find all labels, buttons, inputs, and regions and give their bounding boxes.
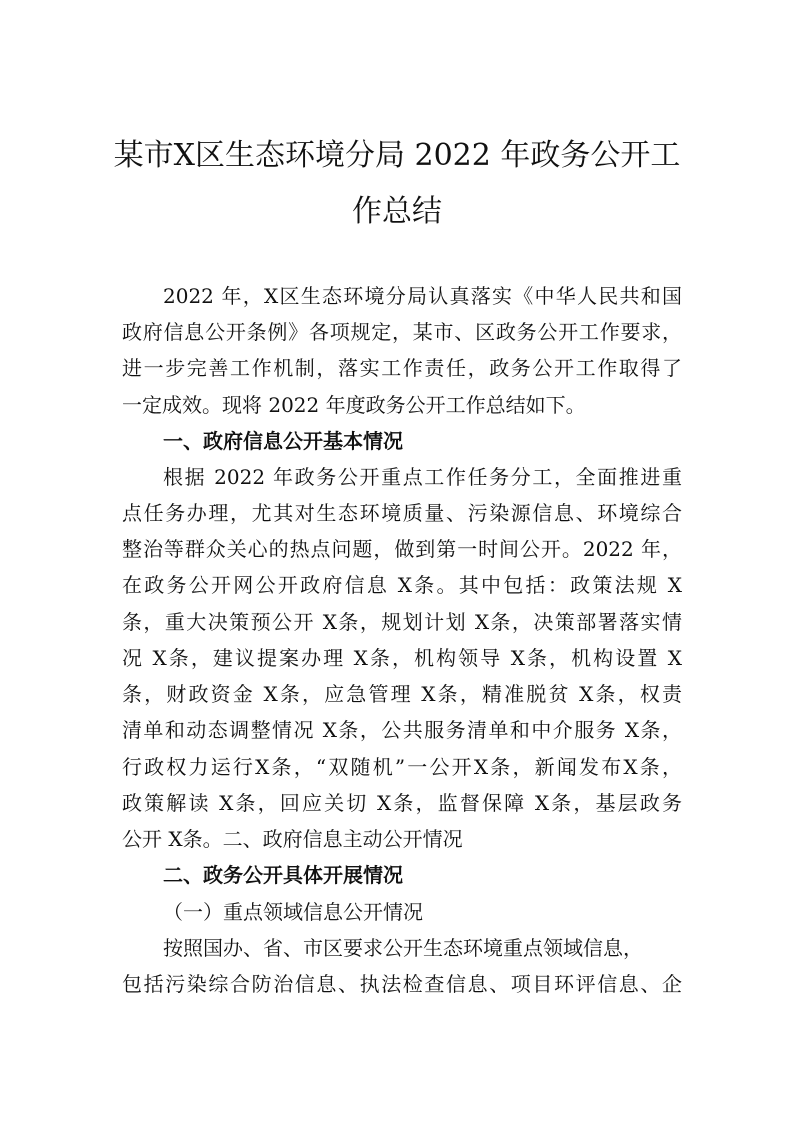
- section1-line: 政策解读 X条，回应关切 X条，监督保障 X条，基层政务: [122, 791, 682, 815]
- section1-line: 条，重大决策预公开 X条，规划计划 X条，决策部署落实情: [122, 610, 682, 634]
- subsection-heading-1: （一）重点领域信息公开情况: [163, 900, 423, 924]
- intro-line: 进一步完善工作机制，落实工作责任，政务公开工作取得了: [122, 356, 682, 380]
- document-title-line-1: 某市X区生态环境分局 2022 年政务公开工: [113, 138, 681, 173]
- section1-line: 清单和动态调整情况 X条，公共服务清单和中介服务 X条，: [122, 718, 682, 742]
- section1-line: 根据 2022 年政务公开重点工作任务分工，全面推进重: [163, 465, 682, 489]
- section1-line: 整治等群众关心的热点问题，做到第一时间公开。2022 年，: [122, 537, 682, 561]
- section1-line: 点任务办理，尤其对生态环境质量、污染源信息、环境综合: [122, 501, 682, 525]
- subsection1-line: 包括污染综合防治信息、执法检查信息、项目环评信息、企: [122, 972, 682, 996]
- subsection1-line: 按照国办、省、市区要求公开生态环境重点领域信息，: [163, 936, 643, 960]
- section1-line: 条，财政资金 X条，应急管理 X条，精准脱贫 X条，权责: [122, 682, 682, 706]
- section1-line: 行政权力运行X条，“双随机”一公开X条，新闻发布X条，: [122, 755, 682, 779]
- section1-line: 况 X条，建议提案办理 X条，机构领导 X条，机构设置 X: [122, 646, 682, 670]
- document-title-line-2: 作总结: [352, 194, 442, 229]
- section-heading-2: 二、政务公开具体开展情况: [163, 863, 403, 887]
- section1-line: 在政务公开网公开政府信息 X条。其中包括：政策法规 X: [122, 573, 682, 597]
- intro-line: 一定成效。现将 2022 年度政务公开工作总结如下。: [122, 393, 586, 417]
- section1-line: 公开 X条。二、政府信息主动公开情况: [122, 827, 463, 851]
- intro-line: 政府信息公开条例》各项规定，某市、区政务公开工作要求，: [122, 320, 682, 344]
- intro-line: 2022 年，X区生态环境分局认真落实《中华人民共和国: [163, 284, 682, 308]
- section-heading-1: 一、政府信息公开基本情况: [163, 429, 403, 453]
